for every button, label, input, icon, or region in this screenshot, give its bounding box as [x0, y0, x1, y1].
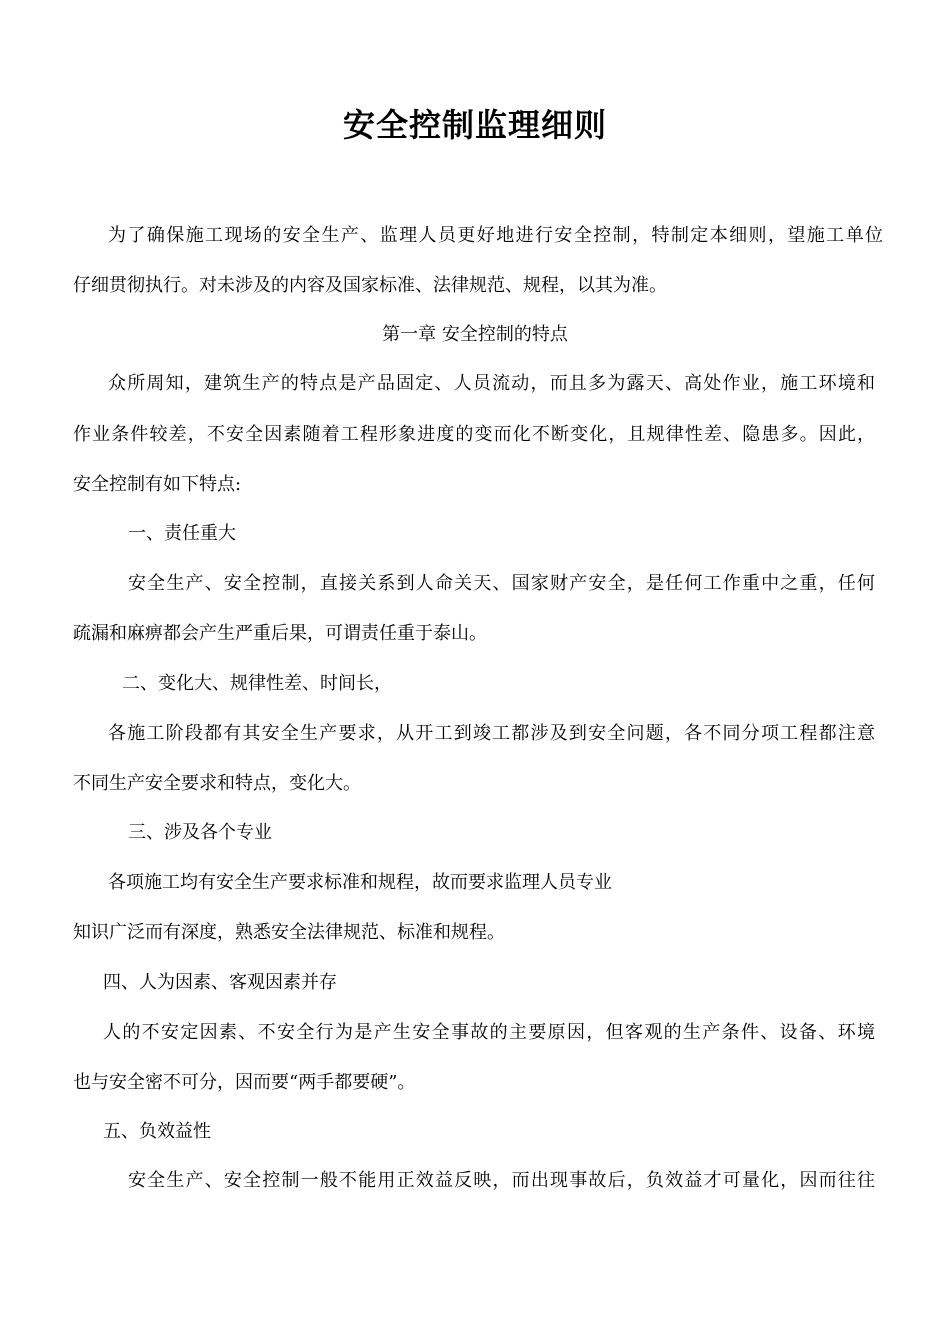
section-heading: 五、负效益性: [103, 1121, 211, 1142]
text-line: 人的不安定因素、不安全行为是产生安全事故的主要原因，但客观的生产条件、设备、环境: [103, 1022, 875, 1043]
section-heading: 一、责任重大: [128, 523, 236, 544]
section-heading: 二、变化大、规律性差、时间长，: [122, 673, 392, 694]
text-line: 各施工阶段都有其安全生产要求，从开工到竣工都涉及到安全问题，各不同分项工程都注意: [108, 723, 875, 744]
text-line: 安全控制有如下特点:: [73, 474, 242, 495]
document-title: 安全控制监理细则: [342, 106, 607, 144]
text-line: 疏漏和麻痹都会产生严重后果，可谓责任重于泰山。: [73, 623, 487, 644]
text-line: 安全生产、安全控制，直接关系到人命关天、国家财产安全，是任何工作重中之重，任何: [128, 573, 875, 594]
section-heading: 三、涉及各个专业: [128, 822, 272, 843]
chapter-heading: 第一章 安全控制的特点: [382, 324, 568, 345]
text-line: 安全生产、安全控制一般不能用正效益反映，而出现事故后，负效益才可量化，因而往往: [128, 1170, 875, 1191]
text-line: 仔细贯彻执行。对未涉及的内容及国家标准、法律规范、规程，以其为准。: [73, 275, 667, 296]
text-line: 也与安全密不可分，因而要“两手都要硬”。: [73, 1072, 416, 1093]
text-line: 知识广泛而有深度，熟悉安全法律规范、标准和规程。: [73, 922, 505, 943]
section-heading: 四、人为因素、客观因素并存: [103, 972, 337, 993]
text-line: 众所周知，建筑生产的特点是产品固定、人员流动，而且多为露天、高处作业，施工环境和: [108, 373, 875, 394]
text-line: 作业条件较差，不安全因素随着工程形象进度的变而化不断变化，且规律性差、隐患多。因此，: [73, 424, 875, 445]
text-line: 为了确保施工现场的安全生产、监理人员更好地进行安全控制，特制定本细则，望施工单位: [108, 225, 883, 246]
text-line: 不同生产安全要求和特点，变化大。: [73, 773, 361, 794]
text-line: 各项施工均有安全生产要求标准和规程，故而要求监理人员专业: [108, 872, 612, 893]
